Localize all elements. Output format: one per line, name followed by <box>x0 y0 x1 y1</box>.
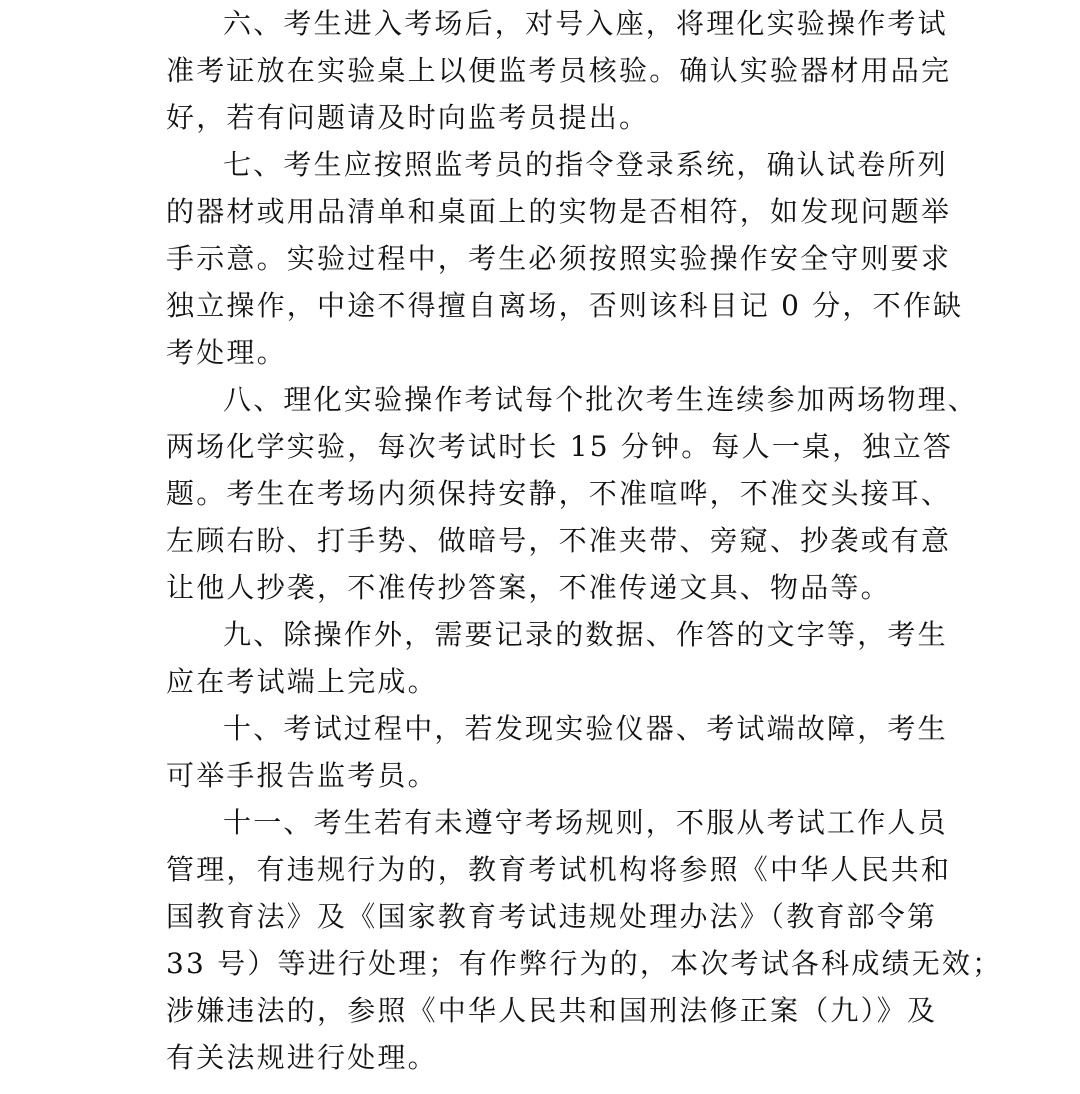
paragraph-7-line-2: 的器材或用品清单和桌面上的实物是否相符，如发现问题举 <box>166 195 952 228</box>
paragraph-8-line-3: 题。考生在考场内须保持安静，不准喧哗，不准交头接耳、 <box>166 477 952 510</box>
paragraph-7-line-4: 独立操作，中途不得擅自离场，否则该科目记 0 分，不作缺 <box>166 289 964 322</box>
paragraph-6-line-1: 六、考生进入考场后，对号入座，将理化实验操作考试 <box>223 7 948 40</box>
paragraph-7-line-1: 七、考生应按照监考员的指令登录系统，确认试卷所列 <box>223 148 948 181</box>
paragraph-7-line-3: 手示意。实验过程中，考生必须按照实验操作安全守则要求 <box>166 242 952 275</box>
paragraph-11-line-2: 管理，有违规行为的，教育考试机构将参照《中华人民共和 <box>166 853 952 886</box>
paragraph-9-line-2: 应在考试端上完成。 <box>166 665 438 698</box>
paragraph-9-line-1: 九、除操作外，需要记录的数据、作答的文字等，考生 <box>223 618 948 651</box>
paragraph-8-line-1: 八、理化实验操作考试每个批次考生连续参加两场物理、 <box>223 383 979 416</box>
paragraph-7-line-5: 考处理。 <box>166 336 287 369</box>
paragraph-8-line-5: 让他人抄袭，不准传抄答案，不准传递文具、物品等。 <box>166 571 891 604</box>
paragraph-6-line-3: 好，若有问题请及时向监考员提出。 <box>166 101 650 134</box>
paragraph-8-line-4: 左顾右盼、打手势、做暗号，不准夹带、旁窥、抄袭或有意 <box>166 524 952 557</box>
paragraph-10-line-2: 可举手报告监考员。 <box>166 759 438 792</box>
paragraph-10-line-1: 十、考试过程中，若发现实验仪器、考试端故障，考生 <box>223 712 948 745</box>
paragraph-11-line-3: 国教育法》及《国家教育考试违规处理办法》（教育部令第 <box>166 900 938 933</box>
paragraph-11-line-4: 33 号）等进行处理；有作弊行为的，本次考试各科成绩无效； <box>166 947 1003 980</box>
paragraph-8-line-2: 两场化学实验，每次考试时长 15 分钟。每人一桌，独立答 <box>166 430 954 463</box>
paragraph-6-line-2: 准考证放在实验桌上以便监考员核验。确认实验器材用品完 <box>166 54 952 87</box>
paragraph-11-line-1: 十一、考生若有未遵守考场规则，不服从考试工作人员 <box>223 806 948 839</box>
paragraph-11-line-5: 涉嫌违法的，参照《中华人民共和国刑法修正案（九）》及 <box>166 994 938 1027</box>
paragraph-11-line-6: 有关法规进行处理。 <box>166 1041 438 1074</box>
